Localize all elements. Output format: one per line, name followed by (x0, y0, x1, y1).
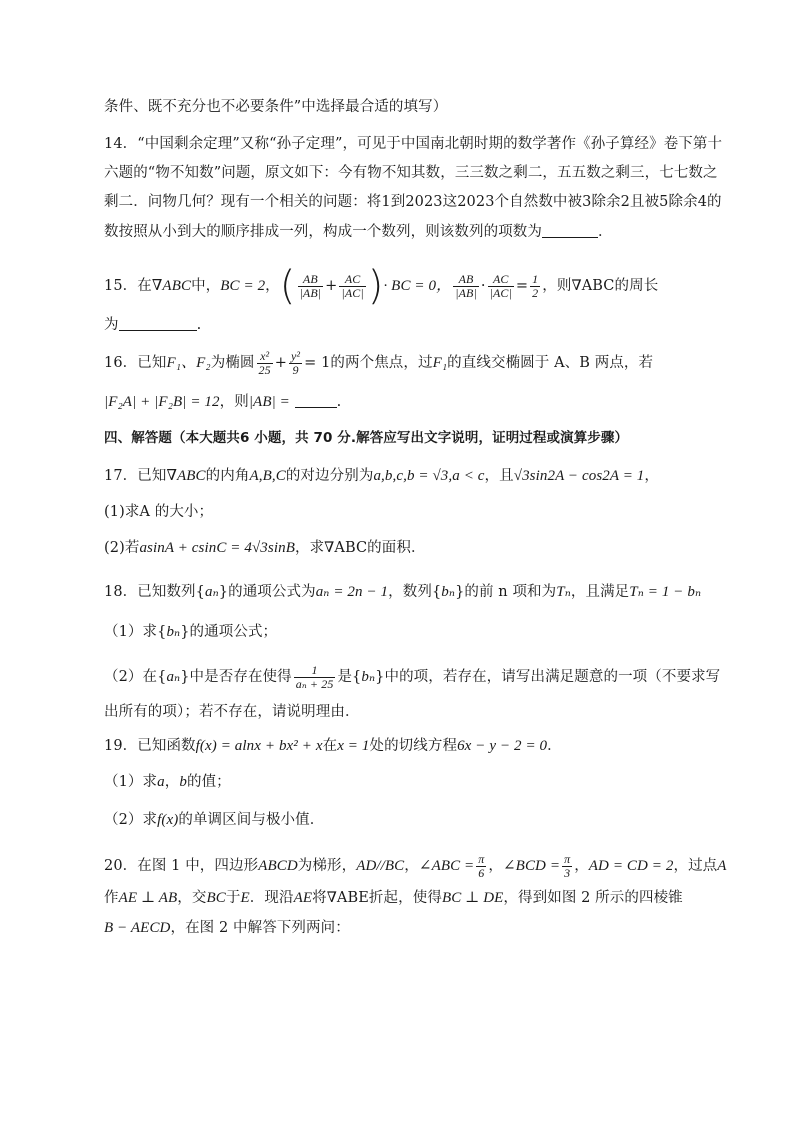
answer-blank (295, 393, 337, 408)
q17-part-1: (1)求A 的大小； (104, 504, 214, 520)
math: B − AECD (104, 920, 171, 936)
text: ，得到如图 2 所示的四棱锥 (503, 890, 683, 906)
math: AE ⊥ AB (118, 890, 178, 906)
math: A (717, 858, 727, 874)
math: |AB| = (248, 394, 290, 410)
math: Tₙ (556, 584, 571, 600)
math: asinA + csinC = 4√3sinB (139, 540, 295, 556)
text: （2）在{ (104, 669, 167, 685)
q15-line-1: 15．在∇ABC中，BC = 2，( $\frac{AB}{|AB|}$ + $\frac{AC}{|AC|}$ )· BC = 0， $\frac{AB}{|AB|}$ · $\frac{AC}{|AC|}$ = $\frac{1}{2}$ ，则∇ABC的周长 (104, 263, 659, 309)
text: }的通项公式； (180, 624, 278, 640)
math: BC ⊥ DE (441, 890, 504, 906)
text: 将∇ABE折起，使得 (312, 890, 442, 906)
q14-line-3: 剩二．问物几何？现有一个相关的问题：将1到2023这2023个自然数中被3除余2且被5除余4的 (104, 194, 722, 210)
math: ∠ABC = (418, 858, 475, 874)
text: ，则 (219, 394, 249, 410)
fraction-pi-3: $\frac{\pi}{3}$ (564, 851, 571, 880)
text: （1）求 (104, 774, 158, 790)
fraction-term: $\frac{1}{\text{aₙ + 25}}$ (295, 662, 334, 691)
q19-part-2 (104, 810, 704, 830)
math: bₙ (166, 624, 181, 640)
math: a (157, 774, 165, 790)
punct: ． (598, 224, 613, 240)
text: 的直线交椭圆于 A、B 两点，若 (447, 355, 654, 371)
q19-part-1 (104, 772, 704, 792)
text: ，数列{ (388, 584, 442, 600)
math: aₙ (166, 669, 181, 685)
text: 为 (104, 317, 119, 333)
text: 19．已知函数 (104, 738, 196, 754)
text: 于 (225, 890, 241, 906)
answer-blank (542, 223, 598, 238)
text: 在 (322, 738, 338, 754)
q20-line-1 (104, 848, 727, 884)
math: ∇ABC (166, 468, 206, 484)
text: ，交 (177, 890, 207, 906)
math: AD//BC (356, 858, 405, 874)
math: aₙ = 2n − 1 (315, 584, 389, 600)
q19-line-1 (104, 736, 704, 756)
fraction-half: $\frac{1}{2}$ (532, 271, 539, 300)
q17-part-2 (104, 538, 704, 558)
math: F₁、F₂ (166, 355, 211, 371)
q20-line-3 (104, 918, 704, 938)
q18-part-2 (104, 660, 721, 694)
q16-line-2 (104, 392, 704, 412)
text: 中， (191, 278, 221, 294)
text: ， (644, 468, 660, 484)
text: ， (164, 774, 180, 790)
text: ，且 (484, 468, 514, 484)
unit-vector-ab: $\frac{AB}{|AB|}$ (455, 271, 477, 300)
fraction-y2-9: $\frac{\text{y²}}{9}$ (290, 348, 301, 377)
text-line: 条件、既不充分也不必要条件”中选择最合适的填写） (104, 99, 448, 115)
text: ，过点 (673, 858, 718, 874)
text: }的通项公式为 (218, 584, 316, 600)
punct: ． (547, 738, 562, 754)
text: 17．已知 (104, 468, 167, 484)
unit-vector-ac: $\frac{AC}{|AC|}$ (341, 271, 364, 300)
math: BC (206, 890, 226, 906)
text: 20．在图 1 中，四边形 (104, 858, 259, 874)
text: 的对边分别为 (285, 468, 374, 484)
math: aₙ (204, 584, 219, 600)
q15-prefix: 15．在 (104, 278, 152, 294)
math: BC = 2 (220, 278, 266, 294)
text: 处的切线方程 (369, 738, 458, 754)
text: 16．已知 (104, 355, 167, 371)
math: a,b,c,b = √3,a < c (373, 468, 485, 484)
math: Tₙ = 1 − bₙ (629, 584, 702, 600)
math: ∇ABC (151, 278, 192, 294)
q14-line-1: 14．“中国剩余定理”又称“孙子定理”，可见于中国南北朝时期的数学著作《孙子算经》卷下第十 (104, 136, 723, 152)
paren: ) (367, 263, 384, 309)
q14-line-4 (104, 222, 704, 242)
math: bₙ (361, 669, 376, 685)
fraction-x2-25: $\frac{\text{x²}}{25}$ (258, 348, 271, 377)
math: f(x) (157, 812, 179, 828)
q18-part-1 (104, 622, 704, 642)
punct: . (336, 394, 342, 410)
math: |F₂A| + |F₂B| = 12 (104, 394, 220, 410)
text: ，则∇ABC的周长 (542, 278, 659, 294)
text: ．现沿 (249, 890, 294, 906)
q18-line-1 (104, 582, 704, 602)
math: A,B,C (249, 468, 286, 484)
text: }中的项，若存在，请写出满足题意的一项（不要求写 (375, 669, 721, 685)
q15-line-2 (104, 315, 704, 335)
text: 18．已知数列{ (104, 584, 205, 600)
text: （2）求 (104, 812, 158, 828)
math: √3sin2A − cos2A = 1 (513, 468, 645, 484)
text: ，在图 2 中解答下列两问： (170, 920, 350, 936)
text: （1）求{ (104, 624, 167, 640)
text: 是{ (337, 669, 362, 685)
math: x = 1 (337, 738, 370, 754)
q14-text: 数按照从小到大的顺序排成一列，构成一个数列，则该数列的项数为 (104, 224, 542, 240)
text: (2)若 (104, 540, 140, 556)
text: ， (488, 858, 504, 874)
fraction-pi-6: $\frac{\pi}{6}$ (478, 851, 485, 880)
math: · BC = 0， (383, 278, 452, 294)
text: 为梯形， (297, 858, 357, 874)
text: ，求∇ABC的面积． (294, 540, 426, 556)
math: E (240, 890, 250, 906)
unit-vector-ac: $\frac{AC}{|AC|}$ (489, 271, 512, 300)
math: ∠BCD = (503, 858, 561, 874)
text: }中是否存在使得 (180, 669, 292, 685)
math: ABCD (258, 858, 298, 874)
text: ， (574, 858, 589, 874)
unit-vector-ab: $\frac{AB}{|AB|}$ (299, 271, 322, 300)
text: 的内角 (205, 468, 250, 484)
text: = 1的两个焦点，过 (304, 355, 433, 371)
math: 6x − y − 2 = 0 (457, 738, 548, 754)
punct: . (196, 317, 202, 333)
text: 作 (104, 890, 119, 906)
text: 的单调区间与极小值． (178, 812, 325, 828)
math: bₙ (441, 584, 456, 600)
math: AE (293, 890, 313, 906)
answer-blank (119, 316, 197, 331)
text: 的值； (186, 774, 231, 790)
text: ，且满足 (570, 584, 630, 600)
q20-line-2 (104, 888, 704, 908)
section-heading: 四、解答题（本大题共6 小题，共 70 分.解答应写出文字说明，证明过程或演算步骤） (104, 430, 629, 446)
text: ， (404, 858, 419, 874)
math: F₁ (432, 355, 448, 371)
math: f(x) = alnx + bx² + x (195, 738, 323, 754)
paren: ( (279, 263, 296, 309)
math: AD = CD = 2 (588, 858, 674, 874)
q18-part-2-cont: 出所有的项）；若不存在，请说明理由． (104, 704, 360, 720)
text: }的前 n 项和为 (455, 584, 557, 600)
q17-line-1 (104, 466, 704, 486)
text: 为椭圆 (210, 355, 255, 371)
q14-line-2: 六题的“物不知数”问题，原文如下：今有物不知其数，三三数之剩二，五五数之剩三，七七数之 (104, 165, 718, 181)
q16-line-1: 16．已知F₁、F₂为椭圆 $\frac{\text{x²}}{25}$ + $\frac{\text{y²}}{9}$ = 1的两个焦点，过F₁的直线交椭圆于 A、B 两点，若 (104, 348, 654, 377)
math: b (179, 774, 187, 790)
